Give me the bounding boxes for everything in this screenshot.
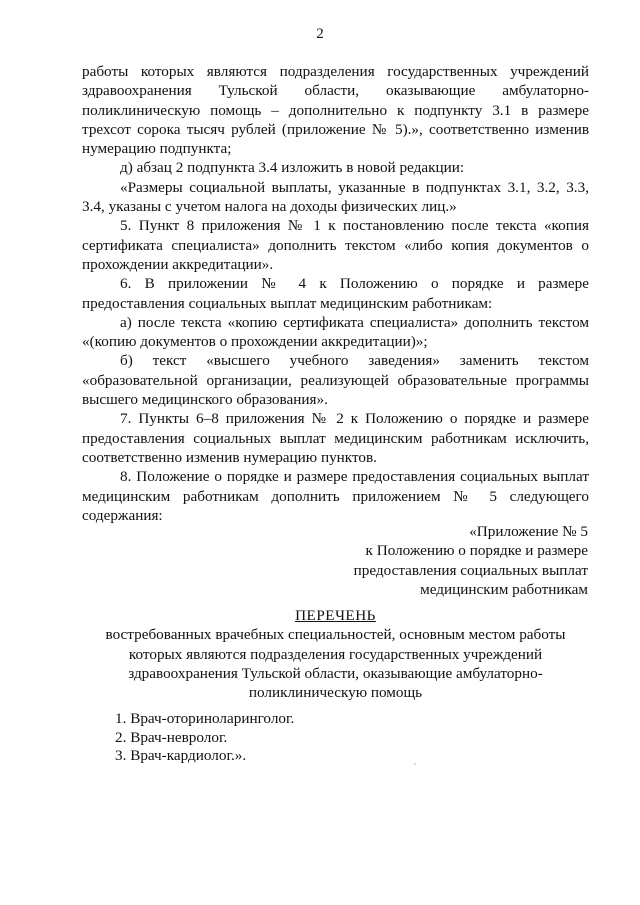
list-item: 1. Врач-оториноларинголог. bbox=[115, 710, 295, 727]
document-body bbox=[82, 62, 589, 525]
paragraph-item-6b: б) текст «высшего учебного заведения» заменить текстом «образовательной организации, реализующей образовательные программы высшего медицинского образования». bbox=[82, 352, 589, 409]
paragraph-item-6a: а) после текста «копию сертификата специалиста» дополнить текстом «(копию документов о прохождении аккредитации)»; bbox=[82, 313, 589, 351]
appendix-header bbox=[288, 522, 588, 599]
paragraph-continuation: работы которых являются подразделения государственных учреждений здравоохранения Тульской области, оказывающие амбулаторно-поликлиническую помощь – дополнительно к подпункту 3.1 в размере трехсот сорока тысяч рублей (приложение № 5).», соответственно изменив нумерацию подпункта; bbox=[82, 63, 589, 158]
appendix-line: предоставления социальных выплат bbox=[353, 561, 588, 579]
list-title-block bbox=[82, 606, 589, 702]
paragraph-d: д) абзац 2 подпункта 3.4 изложить в новой редакции: bbox=[120, 159, 465, 177]
paragraph-item-8: 8. Положение о порядке и размере предоставления социальных выплат медицинским работникам дополнить приложением № 5 следующего содержания: bbox=[82, 468, 589, 524]
paragraph-item-5: 5. Пункт 8 приложения № 1 к постановлению после текста «копия сертификата специалиста» дополнить текстом «либо копия документов о прохождении аккредитации». bbox=[82, 217, 589, 273]
page-number: 2 bbox=[316, 26, 324, 42]
appendix-line: медицинским работникам bbox=[420, 580, 588, 598]
list-subtitle: востребованных врачебных специальностей, основным местом работы которых являются подразделения государственных учреждений здравоохранения Тульской области, оказывающие амбулаторно-поликлиническую помощь bbox=[105, 626, 566, 702]
scan-speck bbox=[414, 763, 416, 765]
list-item: 3. Врач-кардиолог.». bbox=[115, 747, 247, 764]
paragraph-quote: «Размеры социальной выплаты, указанные в подпунктах 3.1, 3.2, 3.3, 3.4, указаны с учетом налога на доходы физических лиц.» bbox=[82, 178, 589, 216]
specialties-list bbox=[115, 710, 515, 766]
appendix-line: к Положению о порядке и размере bbox=[365, 542, 588, 560]
paragraph-item-7: 7. Пункты 6–8 приложения № 2 к Положению о порядке и размере предоставления социальных выплат медицинским работникам исключить, соответственно изменив нумерацию пунктов. bbox=[82, 410, 589, 466]
list-heading: ПЕРЕЧЕНЬ bbox=[295, 607, 376, 624]
list-item: 2. Врач-невролог. bbox=[115, 728, 228, 746]
paragraph-item-6: 6. В приложении № 4 к Положению о порядке и размере предоставления социальных выплат медицинским работникам: bbox=[82, 275, 589, 312]
appendix-line: «Приложение № 5 bbox=[469, 523, 588, 540]
